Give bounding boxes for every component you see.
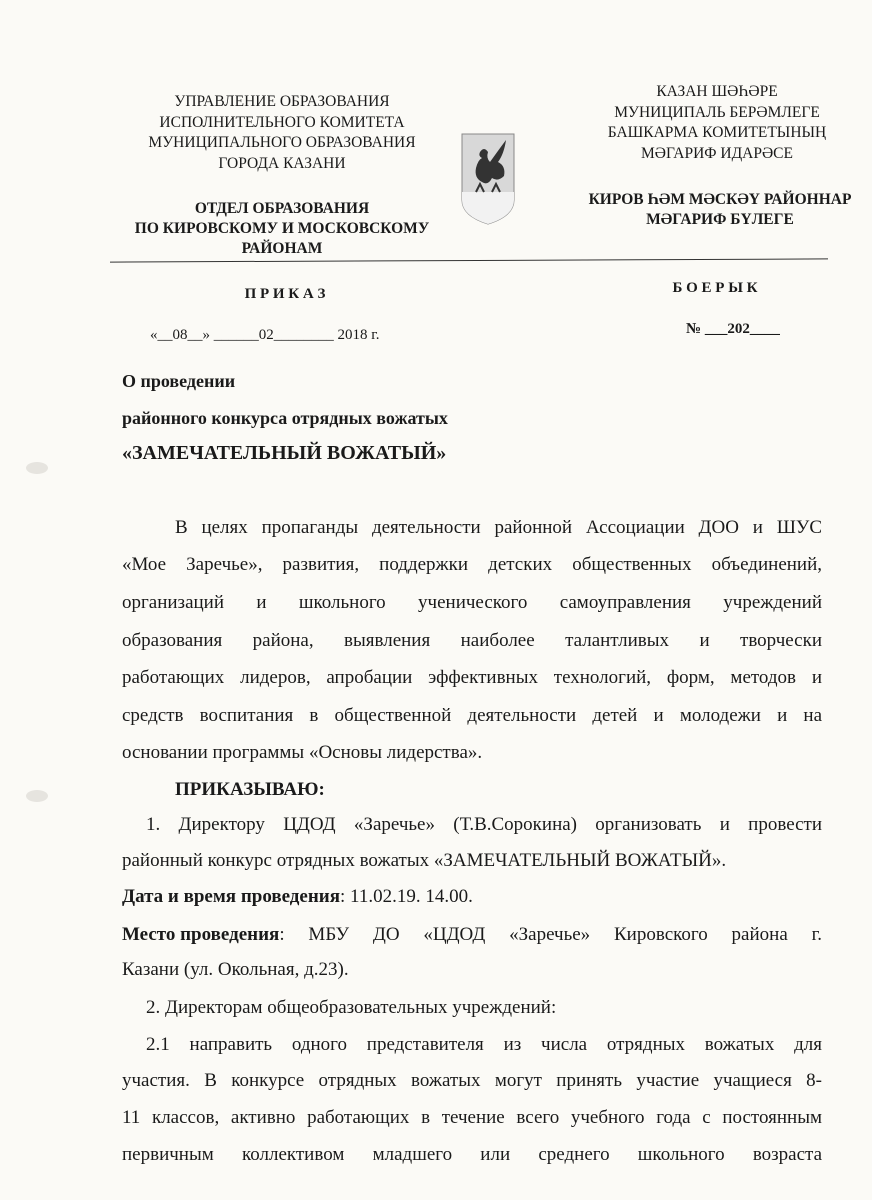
body-line: работающих лидеров, апробации эффективных технологий, форм, методов и <box>122 667 822 688</box>
subject-line: О проведении <box>122 371 236 391</box>
punch-hole-mark <box>26 462 48 474</box>
org-line: МУНИЦИПАЛЬНОГО ОБРАЗОВАНИЯ <box>148 134 416 151</box>
body-line: Казани (ул. Окольная, д.23). <box>122 959 349 980</box>
header-right-dept <box>555 190 872 230</box>
org-line: КАЗАН ШӘҺӘРЕ <box>656 83 778 100</box>
order-title-ru: П Р И К А З <box>244 286 326 302</box>
date-value: : 11.02.19. 14.00. <box>340 886 473 907</box>
event-place-line <box>122 924 822 946</box>
subject-line: районного конкурса отрядных вожатых <box>122 408 448 428</box>
subject-title: «ЗАМЕЧАТЕЛЬНЫЙ ВОЖАТЫЙ» <box>122 442 447 464</box>
dept-line: КИРОВ ҺӘМ МӘСКӘҮ РАЙОННАР <box>588 191 852 208</box>
place-value: : МБУ ДО «ЦДОД «Заречье» Кировского района г. <box>279 924 822 945</box>
org-line: УПРАВЛЕНИЕ ОБРАЗОВАНИЯ <box>174 93 390 110</box>
event-date-line <box>122 886 822 908</box>
header-left-dept <box>102 199 462 259</box>
body-line: «Мое Заречье», развития, поддержки детских общественных объединений, <box>122 554 822 575</box>
org-line: МУНИЦИПАЛЬ БЕРӘМЛЕГЕ <box>614 103 820 121</box>
body-line: районный конкурс отрядных вожатых «ЗАМЕЧАТЕЛЬНЫЙ ВОЖАТЫЙ». <box>122 850 727 871</box>
order-number: № ___202____ <box>686 321 780 337</box>
org-line: МӘГАРИФ ИДАРӘСЕ <box>641 144 793 162</box>
header-right-org <box>567 82 867 164</box>
body-line: В целях пропаганды деятельности районной Ассоциации ДОО и ШУС <box>175 517 822 538</box>
order-title-tt: Б О Е Р Ы К <box>672 280 758 296</box>
date-label: Дата и время проведения <box>122 886 341 907</box>
body-line: 1. Директору ЦДОД «Заречье» (Т.В.Сорокина) организовать и провести <box>146 814 822 835</box>
body-line: основании программы «Основы лидерства». <box>122 742 483 763</box>
dept-line: МӘГАРИФ БҮЛЕГЕ <box>646 211 794 228</box>
dept-line: ОТДЕЛ ОБРАЗОВАНИЯ <box>194 200 370 217</box>
body-line: средств воспитания в общественной деятельности детей и молодежи и на <box>122 705 822 726</box>
dept-line: ПО КИРОВСКОМУ И МОСКОВСКОМУ <box>134 220 430 237</box>
body-line: 11 классов, активно работающих в течение всего учебного года с постоянным <box>122 1107 822 1128</box>
kazan-coat-of-arms-emblem <box>458 130 518 226</box>
org-line: ИСПОЛНИТЕЛЬНОГО КОМИТЕТА <box>159 113 405 131</box>
order-date: «__08__» ______02________ 2018 г. <box>150 327 380 343</box>
body-line: организаций и школьного ученического самоуправления учреждений <box>122 592 822 613</box>
body-line: 2.1 направить одного представителя из числа отрядных вожатых для <box>146 1034 822 1055</box>
body-line: 2. Директорам общеобразовательных учреждений: <box>146 997 557 1018</box>
dept-line: РАЙОНАМ <box>241 240 323 257</box>
body-line: образования района, выявления наиболее талантливых и творчески <box>122 630 822 651</box>
header-divider <box>110 258 828 262</box>
org-line: БАШКАРМА КОМИТЕТЫНЫҢ <box>607 124 827 141</box>
org-line: ГОРОДА КАЗАНИ <box>218 154 346 172</box>
body-line: участия. В конкурсе отрядных вожатых могут принять участие учащиеся 8- <box>122 1070 822 1091</box>
header-left-org <box>132 92 432 174</box>
place-label: Место проведения <box>122 924 280 945</box>
punch-hole-mark <box>26 790 48 802</box>
body-line: первичным коллективом младшего или среднего школьного возраста <box>122 1144 822 1165</box>
order-word: ПРИКАЗЫВАЮ: <box>175 779 325 800</box>
